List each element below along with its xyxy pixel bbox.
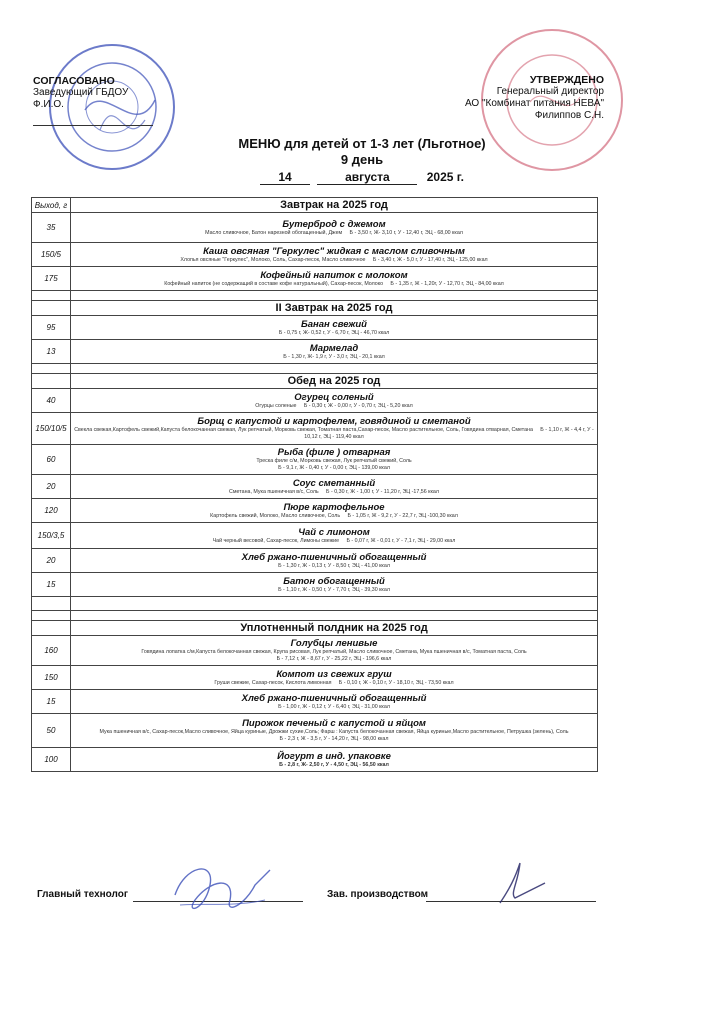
row-qty: 13 (32, 340, 71, 364)
section-header-afternoon-snack (32, 621, 598, 636)
approval-right-block (465, 74, 604, 122)
section-header-breakfast (32, 198, 598, 213)
dish-ingredients: Треска филе с/м, Морковь свежая, Лук репчатый свежий, Соль (256, 458, 412, 464)
dish-name: Каша овсяная "Геркулес" жидкая с маслом сливочным (203, 245, 465, 257)
head-position: Заведующий ГБДОУ (33, 87, 129, 98)
menu-row (32, 636, 598, 666)
company-name: АО "Комбинат питания НЕВА" (464, 98, 604, 109)
menu-row (32, 475, 598, 499)
production-head-signature (490, 858, 550, 908)
menu-row (32, 714, 598, 748)
row-qty: 35 (32, 213, 71, 243)
row-qty: 15 (32, 690, 71, 714)
row-qty: 100 (32, 748, 71, 772)
agreed-label: СОГЛАСОВАНО (33, 75, 115, 87)
dish-nutrition: Б - 2,3 г, Ж - 3,5 г, У - 14,20 г, ЭЦ - 98,00 ккал (279, 736, 389, 742)
dish-nutrition: Б - 1,00 г, Ж - 0,12 г, У - 6,40 г, ЭЦ - 31,00 ккал (278, 703, 390, 710)
menu-table (31, 197, 598, 772)
dish-nutrition: Б - 1,30 г, Ж - 0,13 г, У - 8,50 г, ЭЦ - 41,00 ккал (278, 562, 390, 569)
dish-nutrition: Б - 2,8 г, Ж- 2,50 г, У - 4,50 г, ЭЦ - 56,50 ккал (279, 761, 389, 768)
row-qty: 150/3,5 (32, 523, 71, 549)
dish-name: Огурец соленый (294, 391, 374, 403)
dish-nutrition: Б - 1,10 г, Ж - 4,4 г, У - 10,12 г, ЭЦ - 119,40 ккал (304, 427, 594, 440)
menu-row (32, 523, 598, 549)
menu-row (32, 316, 598, 340)
production-head-label: Зав. производством (327, 889, 428, 900)
section-header-lunch (32, 374, 598, 389)
row-qty: 20 (32, 549, 71, 573)
menu-row (32, 499, 598, 523)
dish-ingredients: Мука пшеничная в/с, Сахар-песок,Масло сливочное, Яйца куриные, Дрожжи сухие,Соль; Фарш : Капуста белокочанная свежая, Яйца куриные,Масло растительное, Петрушка (зелень), Соль (99, 729, 569, 735)
dish-ingredients: Огурцы соленые (255, 402, 297, 409)
dish-name: Пюре картофельное (283, 501, 385, 513)
section-spacer (32, 611, 598, 621)
row-qty: 150 (32, 666, 71, 690)
menu-row (32, 748, 598, 772)
row-qty: 150/10/5 (32, 413, 71, 445)
section-title: II Завтрак на 2025 год (71, 301, 598, 316)
row-qty: 50 (32, 714, 71, 748)
menu-row (32, 243, 598, 267)
menu-row (32, 389, 598, 413)
menu-row (32, 549, 598, 573)
dish-nutrition: Б - 0,30 г, Ж - 0,00 г, У - 0,70 г, ЭЦ - 5,20 ккал (303, 402, 413, 409)
approval-left-block (33, 75, 128, 111)
dish-nutrition: Б - 9,1 г, Ж - 0,40 г, У - 0,00 г, ЭЦ - 139,00 ккал (278, 465, 390, 471)
dish-name: Компот из свежих груш (276, 668, 392, 680)
dish-nutrition: Б - 3,40 г, Ж - 5,0 г, У - 17,40 г, ЭЦ - 125,00 ккал (372, 256, 488, 263)
row-qty: 20 (32, 475, 71, 499)
date-year: 2025 г. (426, 170, 464, 184)
dish-nutrition: Б - 1,10 г, Ж - 0,50 г, У - 7,70 г, ЭЦ - 39,30 ккал (278, 586, 390, 593)
menu-row (32, 666, 598, 690)
dish-name: Пирожок печеный с капустой и яйцом (242, 718, 426, 729)
dish-ingredients: Кофейный напиток (не содержащий в составе кофе натуральный), Сахар-песок, Молоко (164, 280, 384, 287)
dish-ingredients: Груши свежие, Сахар-песок, Кислота лимонная (214, 679, 332, 686)
dish-ingredients: Сметана, Мука пшеничная в/с, Соль (229, 488, 319, 495)
menu-row (32, 573, 598, 597)
dish-name: Йогурт в инд. упаковке (277, 750, 391, 762)
dish-ingredients: Говядина лопатка с/м,Капуста белокочанная свежая, Крупа рисовая, Лук репчатый, Масло сливочное, Сметана, Мука пшеничная в/с, Томатная паста, Соль (141, 649, 527, 655)
dish-nutrition: Б - 0,10 г, Ж - 0,10 г, У - 18,10 г, ЭЦ - 73,50 ккал (338, 679, 454, 686)
dish-name: Борщ с капустой и картофелем, говядиной и сметаной (197, 416, 471, 427)
section-title: Обед на 2025 год (71, 374, 598, 389)
menu-row (32, 413, 598, 445)
dish-name: Батон обогащенный (283, 575, 385, 587)
dish-ingredients: Картофель свежий, Молоко, Масло сливочное, Соль (210, 512, 341, 519)
technologist-signature (165, 855, 280, 925)
name-placeholder: Ф.И.О. (33, 99, 64, 110)
section-spacer (32, 364, 598, 374)
menu-row (32, 340, 598, 364)
dish-nutrition: Б - 0,75 г, Ж- 0,52 г, У - 6,70 г, ЭЦ - 46,70 ккал (278, 329, 390, 336)
row-qty: 120 (32, 499, 71, 523)
menu-row (32, 690, 598, 714)
left-signature-line (33, 125, 153, 126)
dish-name: Соус сметанный (292, 477, 376, 489)
row-qty: 15 (32, 573, 71, 597)
dish-nutrition: Б - 1,30 г, Ж- 1,9 г, У - 3,0 г, ЭЦ - 20,1 ккал (283, 353, 385, 360)
chief-technologist-label: Главный технолог (37, 889, 129, 900)
menu-date (0, 170, 724, 185)
dish-ingredients: Свекла свежая,Картофель свежий,Капуста белокочанная свежая, Лук репчатый, Морковь свежая, Томатная паста,Сахар-песок, Масло растительное, Соль, Говядина отварная, Сметана (74, 427, 533, 433)
director-position: Генеральный директор (496, 86, 604, 97)
dish-name: Хлеб ржано-пшеничный обогащенный (241, 692, 427, 704)
date-day: 14 (260, 170, 310, 185)
row-qty: 150/5 (32, 243, 71, 267)
row-qty: 40 (32, 389, 71, 413)
menu-row (32, 213, 598, 243)
dish-name: Рыба (филе ) отварная (277, 447, 391, 458)
menu-title-line1: МЕНЮ для детей от 1-3 лет (Льготное) (238, 136, 486, 151)
dish-name: Хлеб ржано-пшеничный обогащенный (241, 551, 427, 563)
director-name: Филиппов С.Н. (534, 110, 604, 121)
row-qty: 95 (32, 316, 71, 340)
qty-column-header: Выход, г (32, 198, 71, 213)
section-title: Завтрак на 2025 год (71, 198, 598, 213)
dish-nutrition: Б - 1,05 г, Ж - 9,2 г, У - 22,7 г, ЭЦ -100,30 ккал (347, 512, 458, 519)
section-header-second-breakfast (32, 301, 598, 316)
menu-row (32, 267, 598, 291)
dish-nutrition: Б - 0,30 г, Ж - 1,00 г, У - 11,20 г, ЭЦ -17,56 ккал (326, 488, 439, 495)
approved-label: УТВЕРЖДЕНО (529, 74, 604, 86)
empty-row (32, 597, 598, 611)
row-qty: 160 (32, 636, 71, 666)
dish-name: Мармелад (309, 342, 359, 354)
dish-ingredients: Хлопья овсяные "Геркулес", Молоко, Соль, Сахар-песок, Масло сливочное (180, 256, 366, 263)
dish-name: Банан свежий (301, 318, 367, 330)
dish-name: Чай с лимоном (298, 526, 370, 538)
dish-ingredients: Чай черный весовой, Сахар-песок, Лимоны свежие (212, 537, 340, 544)
dish-nutrition: Б - 3,50 г, Ж- 3,10 г, У - 12,40 г, ЭЦ - 68,00 ккал (349, 229, 463, 236)
date-month: августа (317, 170, 417, 185)
menu-row (32, 445, 598, 475)
menu-title (0, 136, 724, 168)
dish-ingredients: Масло сливочное, Батон нарезной обогащенный, Джем (205, 229, 343, 236)
section-title: Уплотненный полдник на 2025 год (71, 621, 598, 636)
section-spacer (32, 291, 598, 301)
dish-nutrition: Б - 7,12 г, Ж - 8,67 г, У - 25,22 г, ЭЦ - 196,6 ккал (276, 656, 392, 662)
dish-nutrition: Б - 1,35 г, Ж - 1,20г, У - 12,70 г, ЭЦ - 84,00 ккал (390, 280, 504, 287)
dish-name: Бутерброд с джемом (282, 218, 386, 230)
menu-day: 9 день (340, 152, 384, 167)
row-qty: 175 (32, 267, 71, 291)
dish-name: Голубцы ленивые (290, 638, 378, 649)
dish-name: Кофейный напиток с молоком (260, 269, 408, 281)
row-qty: 60 (32, 445, 71, 475)
dish-nutrition: Б - 0,07 г, Ж - 0,01 г, У - 7,1 г, ЭЦ - 29,00 ккал (346, 537, 456, 544)
